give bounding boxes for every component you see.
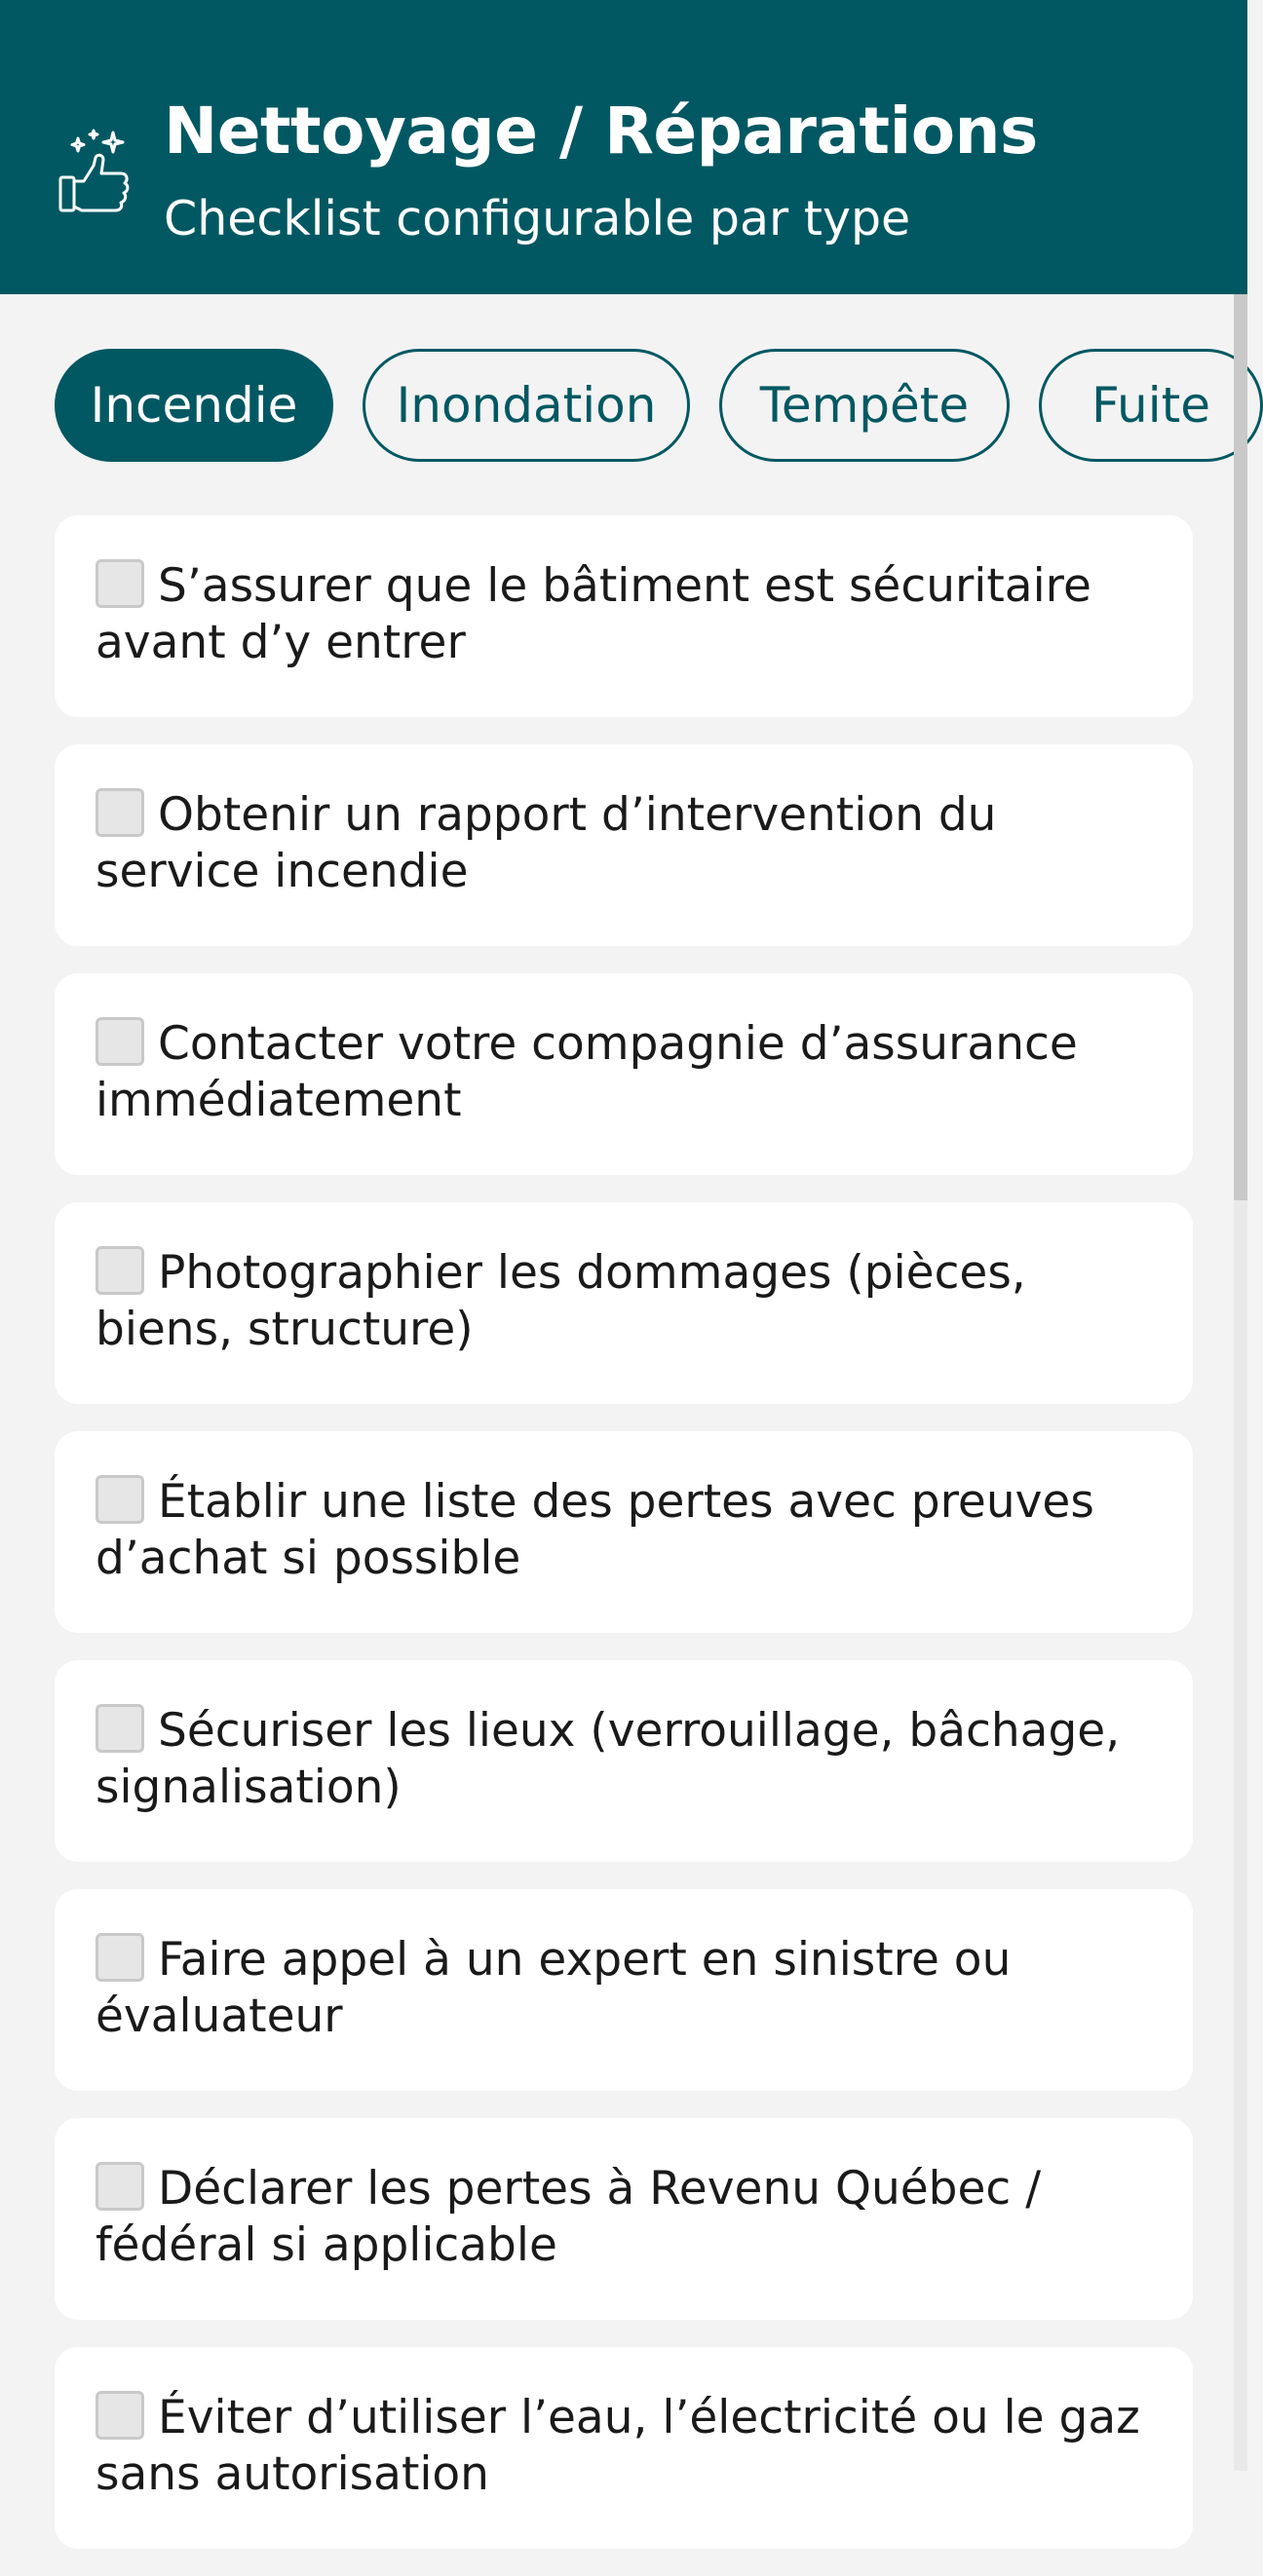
- checklist-item-text: Éviter d’utiliser l’eau, l’électricité ou le gaz sans autorisation: [96, 2391, 1140, 2501]
- checklist-item[interactable]: [55, 973, 1193, 1175]
- checklist-item-text: Obtenir un rapport d’intervention du service incendie: [96, 788, 997, 898]
- tab-tempete[interactable]: Tempête: [719, 349, 1010, 462]
- checkbox-icon[interactable]: [96, 2391, 144, 2440]
- page-title: Nettoyage / Réparations: [164, 94, 1038, 169]
- tab-inondation[interactable]: Inondation: [363, 349, 690, 462]
- checkbox-icon[interactable]: [96, 1475, 144, 1524]
- app-header: [0, 0, 1247, 294]
- checklist-item[interactable]: [55, 1431, 1193, 1633]
- thumbs-up-sparkle-icon: [57, 129, 133, 216]
- checklist-item[interactable]: [55, 1889, 1193, 2091]
- checkbox-icon[interactable]: [96, 1704, 144, 1753]
- checklist-item[interactable]: [55, 1202, 1193, 1404]
- checklist-item[interactable]: [55, 2347, 1193, 2549]
- checkbox-icon[interactable]: [96, 1933, 144, 1982]
- checklist-item[interactable]: [55, 1660, 1193, 1862]
- checklist-item[interactable]: [55, 515, 1193, 717]
- checklist-item[interactable]: [55, 2118, 1193, 2320]
- checkbox-icon[interactable]: [96, 1017, 144, 1066]
- tab-fuite[interactable]: Fuite: [1039, 349, 1263, 462]
- checklist-item-text: Faire appel à un expert en sinistre ou évaluateur: [96, 1933, 1012, 2043]
- checklist-item-text: Sécuriser les lieux (verrouillage, bâchage, signalisation): [96, 1704, 1121, 1814]
- page-subtitle: Checklist configurable par type: [164, 191, 911, 246]
- checklist-item[interactable]: [55, 744, 1193, 946]
- checklist-item-text: Établir une liste des pertes avec preuves d’achat si possible: [96, 1475, 1094, 1585]
- tab-incendie[interactable]: Incendie: [55, 349, 333, 462]
- checklist-item-text: S’assurer que le bâtiment est sécuritaire avant d’y entrer: [96, 559, 1091, 669]
- checkbox-icon[interactable]: [96, 559, 144, 608]
- checklist-item-text: Photographier les dommages (pièces, biens, structure): [96, 1246, 1026, 1356]
- type-tabs: [55, 349, 1210, 462]
- checklist: [55, 515, 1193, 2576]
- checkbox-icon[interactable]: [96, 788, 144, 837]
- checklist-item-text: Déclarer les pertes à Revenu Québec / fédéral si applicable: [96, 2162, 1042, 2272]
- checkbox-icon[interactable]: [96, 1246, 144, 1295]
- checkbox-icon[interactable]: [96, 2162, 144, 2211]
- scrollbar-thumb[interactable]: [1234, 294, 1247, 1200]
- checklist-item-text: Contacter votre compagnie d’assurance immédiatement: [96, 1017, 1078, 1127]
